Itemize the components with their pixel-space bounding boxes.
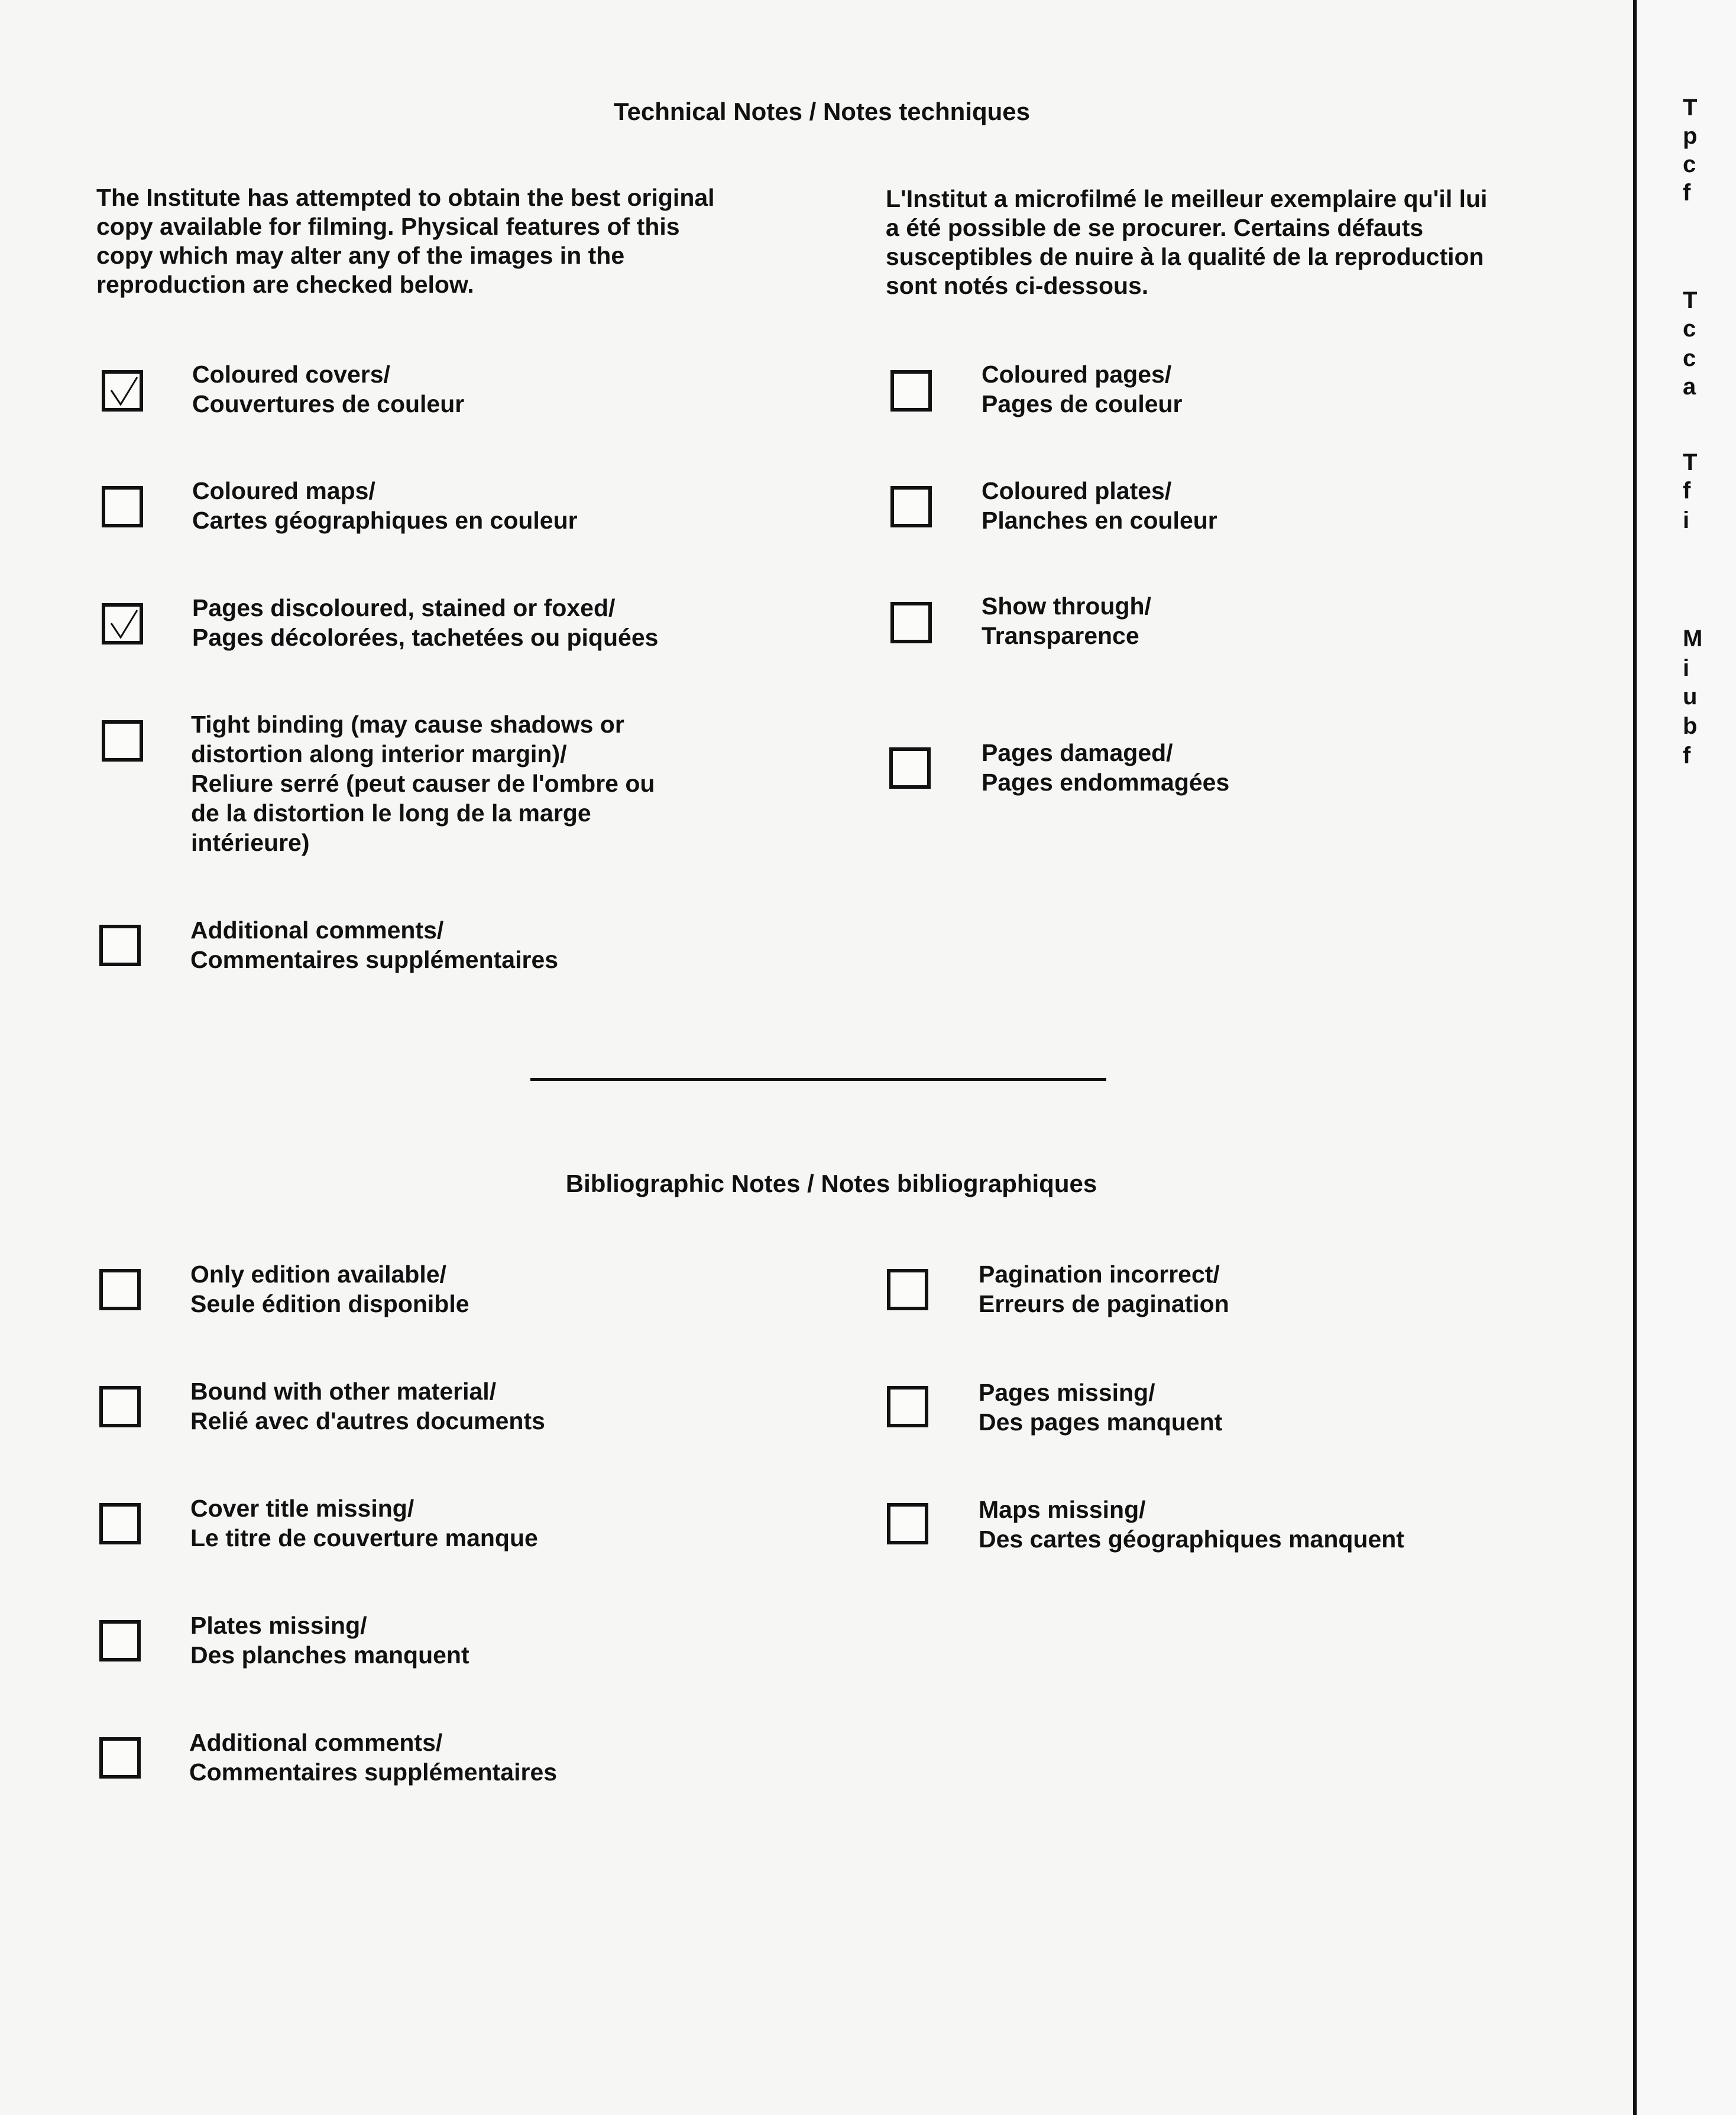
checkbox-show-through[interactable] xyxy=(890,602,932,643)
label-additional-comments-bibliographic xyxy=(189,1728,557,1787)
label-fr: Pages de couleur xyxy=(982,390,1183,417)
checkbox-coloured-pages[interactable] xyxy=(890,370,932,412)
label-fr: Des planches manquent xyxy=(190,1641,469,1669)
checkbox-pages-discoloured[interactable] xyxy=(102,603,143,644)
label-fr: Cartes géographiques en couleur xyxy=(192,507,578,534)
strip-glyph: M xyxy=(1683,626,1703,652)
label-pagination-incorrect xyxy=(979,1259,1229,1319)
strip-glyph: f xyxy=(1683,180,1691,206)
label-line: distortion along interior margin)/ xyxy=(191,740,567,767)
strip-glyph: u xyxy=(1683,684,1698,710)
label-line: Reliure serré (peut causer de l'ombre ou xyxy=(191,770,655,797)
checkbox-pages-missing[interactable] xyxy=(887,1386,928,1427)
label-line: intérieure) xyxy=(191,829,310,856)
label-fr: Relié avec d'autres documents xyxy=(190,1407,545,1434)
checkbox-bound-with[interactable] xyxy=(99,1386,141,1427)
label-maps-missing xyxy=(979,1495,1404,1554)
label-fr: Pages décolorées, tachetées ou piquées xyxy=(192,624,659,651)
label-coloured-plates xyxy=(982,476,1217,535)
label-en: Cover title missing/ xyxy=(190,1495,414,1522)
strip-glyph: T xyxy=(1683,95,1698,121)
label-fr: Le titre de couverture manque xyxy=(190,1524,538,1552)
strip-glyph: c xyxy=(1683,345,1696,371)
label-cover-title-missing xyxy=(190,1494,538,1553)
checkbox-pagination-incorrect[interactable] xyxy=(887,1269,928,1310)
strip-glyph: T xyxy=(1683,449,1698,475)
label-pages-damaged xyxy=(982,738,1229,797)
label-fr: Erreurs de pagination xyxy=(979,1290,1229,1317)
label-en: Pages damaged/ xyxy=(982,739,1173,766)
checkbox-only-edition[interactable] xyxy=(99,1269,141,1310)
checkbox-maps-missing[interactable] xyxy=(887,1503,928,1544)
strip-glyph: b xyxy=(1683,713,1698,739)
label-line: de la distortion le long de la marge xyxy=(191,799,591,827)
checkbox-additional-comments-bibliographic[interactable] xyxy=(99,1737,141,1779)
label-plates-missing xyxy=(190,1611,469,1670)
label-additional-comments-technical xyxy=(190,915,558,974)
checkbox-coloured-covers[interactable] xyxy=(102,370,143,412)
label-en: Show through/ xyxy=(982,592,1151,620)
label-fr: Commentaires supplémentaires xyxy=(190,946,559,973)
label-coloured-pages xyxy=(982,359,1183,419)
label-en: Pagination incorrect/ xyxy=(979,1261,1220,1288)
strip-glyph: p xyxy=(1683,123,1698,149)
label-pages-missing xyxy=(979,1378,1222,1437)
label-fr: Couvertures de couleur xyxy=(192,390,465,417)
checkbox-plates-missing[interactable] xyxy=(99,1620,141,1661)
label-tight-binding xyxy=(191,710,655,857)
technical-notes-heading: Technical Notes / Notes techniques xyxy=(613,98,1031,125)
label-fr: Pages endommagées xyxy=(982,769,1230,796)
checkbox-additional-comments-technical[interactable] xyxy=(99,925,141,966)
label-en: Additional comments/ xyxy=(189,1729,443,1756)
label-bound-with xyxy=(190,1376,545,1436)
label-en: Additional comments/ xyxy=(190,916,444,944)
strip-glyph: a xyxy=(1683,374,1696,400)
label-coloured-maps xyxy=(192,476,578,535)
strip-glyph: f xyxy=(1683,743,1691,769)
strip-glyph: c xyxy=(1683,151,1696,177)
label-pages-discoloured xyxy=(192,593,658,652)
checkbox-coloured-plates[interactable] xyxy=(890,486,932,527)
strip-glyph: i xyxy=(1683,655,1690,681)
strip-glyph: c xyxy=(1683,316,1696,342)
label-en: Pages missing/ xyxy=(979,1379,1155,1406)
label-fr: Des cartes géographiques manquent xyxy=(979,1525,1404,1553)
label-en: Bound with other material/ xyxy=(190,1378,497,1405)
checkbox-coloured-maps[interactable] xyxy=(102,486,143,527)
bibliographic-notes-heading: Bibliographic Notes / Notes bibliographiques xyxy=(565,1170,1097,1197)
label-fr: Planches en couleur xyxy=(982,507,1217,534)
label-line: Tight binding (may cause shadows or xyxy=(191,711,624,738)
section-divider xyxy=(530,1078,1106,1081)
label-fr: Transparence xyxy=(982,622,1139,649)
checkbox-pages-damaged[interactable] xyxy=(889,747,931,789)
label-en: Only edition available/ xyxy=(190,1261,446,1288)
strip-glyph: T xyxy=(1683,287,1698,313)
label-en: Coloured pages/ xyxy=(982,361,1172,388)
adjacent-page-strip xyxy=(1637,0,1736,2115)
intro-english: The Institute has attempted to obtain the best original copy available for filming. Physical features of this copy which may alter any of the images in the reproduction are checked below. xyxy=(96,184,715,298)
checkbox-cover-title-missing[interactable] xyxy=(99,1503,141,1544)
label-fr: Des pages manquent xyxy=(979,1408,1223,1436)
label-show-through xyxy=(982,591,1151,650)
label-en: Coloured covers/ xyxy=(192,361,390,388)
label-only-edition xyxy=(190,1259,469,1319)
checkmark-icon xyxy=(109,608,140,641)
label-en: Pages discoloured, stained or foxed/ xyxy=(192,594,616,621)
strip-glyph: f xyxy=(1683,478,1691,504)
label-fr: Commentaires supplémentaires xyxy=(189,1758,558,1786)
label-en: Coloured maps/ xyxy=(192,477,375,504)
label-en: Maps missing/ xyxy=(979,1496,1146,1523)
label-en: Coloured plates/ xyxy=(982,477,1172,504)
label-en: Plates missing/ xyxy=(190,1612,367,1639)
checkmark-icon xyxy=(109,375,140,408)
checkbox-tight-binding[interactable] xyxy=(102,720,143,762)
label-coloured-covers xyxy=(192,359,464,419)
label-fr: Seule édition disponible xyxy=(190,1290,469,1317)
intro-french: L'Institut a microfilmé le meilleur exemplaire qu'il lui a été possible de se procurer. Certains défauts susceptibles de nuire à la qualité de la reproduction sont notés ci-dessous. xyxy=(886,185,1488,299)
strip-glyph: i xyxy=(1683,507,1690,533)
